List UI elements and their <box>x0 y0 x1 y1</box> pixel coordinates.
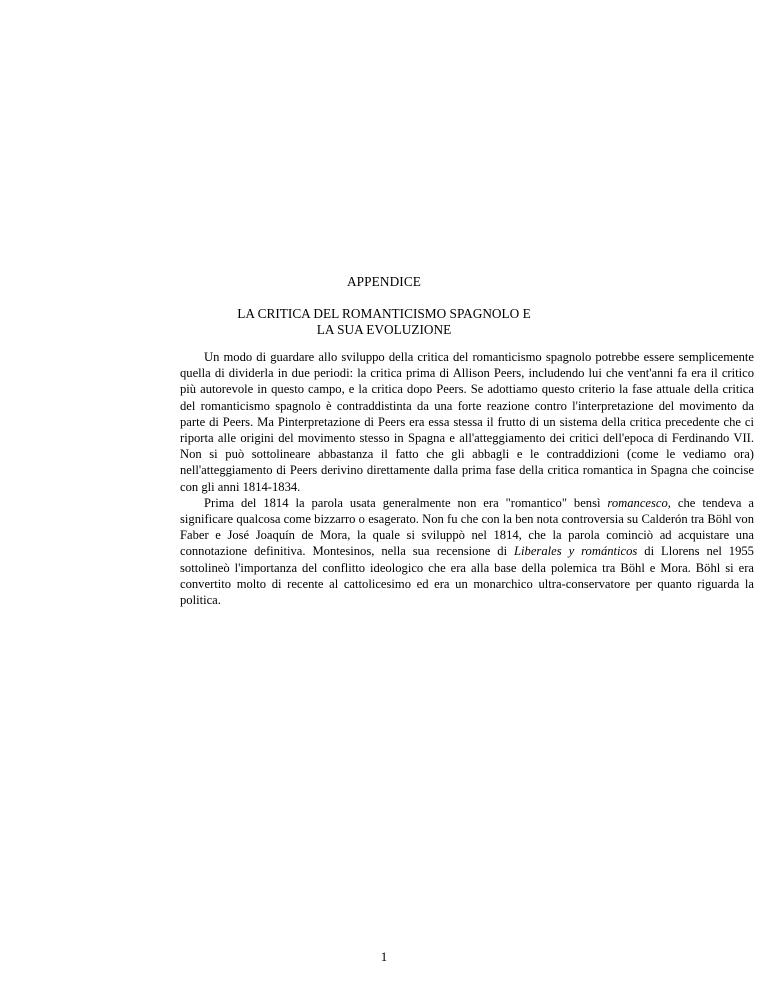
title-line-1: LA CRITICA DEL ROMANTICISMO SPAGNOLO E <box>237 306 531 321</box>
paragraph-2-part-3: di Llorens nel 1955 sottolineò l'importanza del conflitto ideologico che era alla base della polemica tra Böhl e Mora. Böhl si era convertito molto di recente al cattolicesimo ed era un monarchico ultra-conservatore per quanto riguarda la politica. <box>180 544 754 608</box>
chapter-title <box>0 306 768 338</box>
paragraph-2-italic-2: Liberales y románticos <box>514 544 638 559</box>
title-line-2: LA SUA EVOLUZIONE <box>316 322 452 337</box>
paragraph-2-italic-1: romancesco, <box>607 495 671 510</box>
page-number: 1 <box>380 949 388 964</box>
paragraph-1: Un modo di guardare allo sviluppo della critica del romanticismo spagnolo potrebbe essere semplicemente quella di dividerla in due periodi: la critica prima di Allison Peers, includendo lui che vent'anni fa era il critico più autorevole in questo campo, e la critica dopo Peers. Se adottiamo questo criterio la fase attuale della critica del romanticismo spagnolo è contraddistinta da una forte reazione contro l'interpretazione del movimento da parte di Peers. Ma Pinterpretazione di Peers era essa stessa il frutto di un sistema della critica precedente che ci riporta alle origini del movimento stesso in Spagna e all'atteggiamento dei critici dell'epoca di Ferdinando VII. Non si può sottolineare abbastanza il fatto che gli abbagli e le contraddizioni (come le vediamo ora) nell'atteggiamento di Peers derivino direttamente dalla prima fase della critica romantica in Spagna che coincise con gli anni 1814-1834. <box>180 350 754 494</box>
body-text <box>180 349 754 608</box>
paragraph-2-part-2: che tendeva a significare qualcosa come bizzarro o esagerato. Non fu che con la ben nota controversia su Calderón tra Böhl von Faber e José Joaquín de Mora, la quale si sviluppò nel 1814, che la parola cominciò ad acquistare una connotazione definitiva. Montesinos, nella sua recensione di <box>180 495 755 559</box>
appendix-label: APPENDICE <box>346 274 422 289</box>
paragraph-2-part-1: Prima del 1814 la parola usata generalmente non era "romantico" bensì <box>204 495 608 510</box>
paragraph-2 <box>180 495 754 608</box>
